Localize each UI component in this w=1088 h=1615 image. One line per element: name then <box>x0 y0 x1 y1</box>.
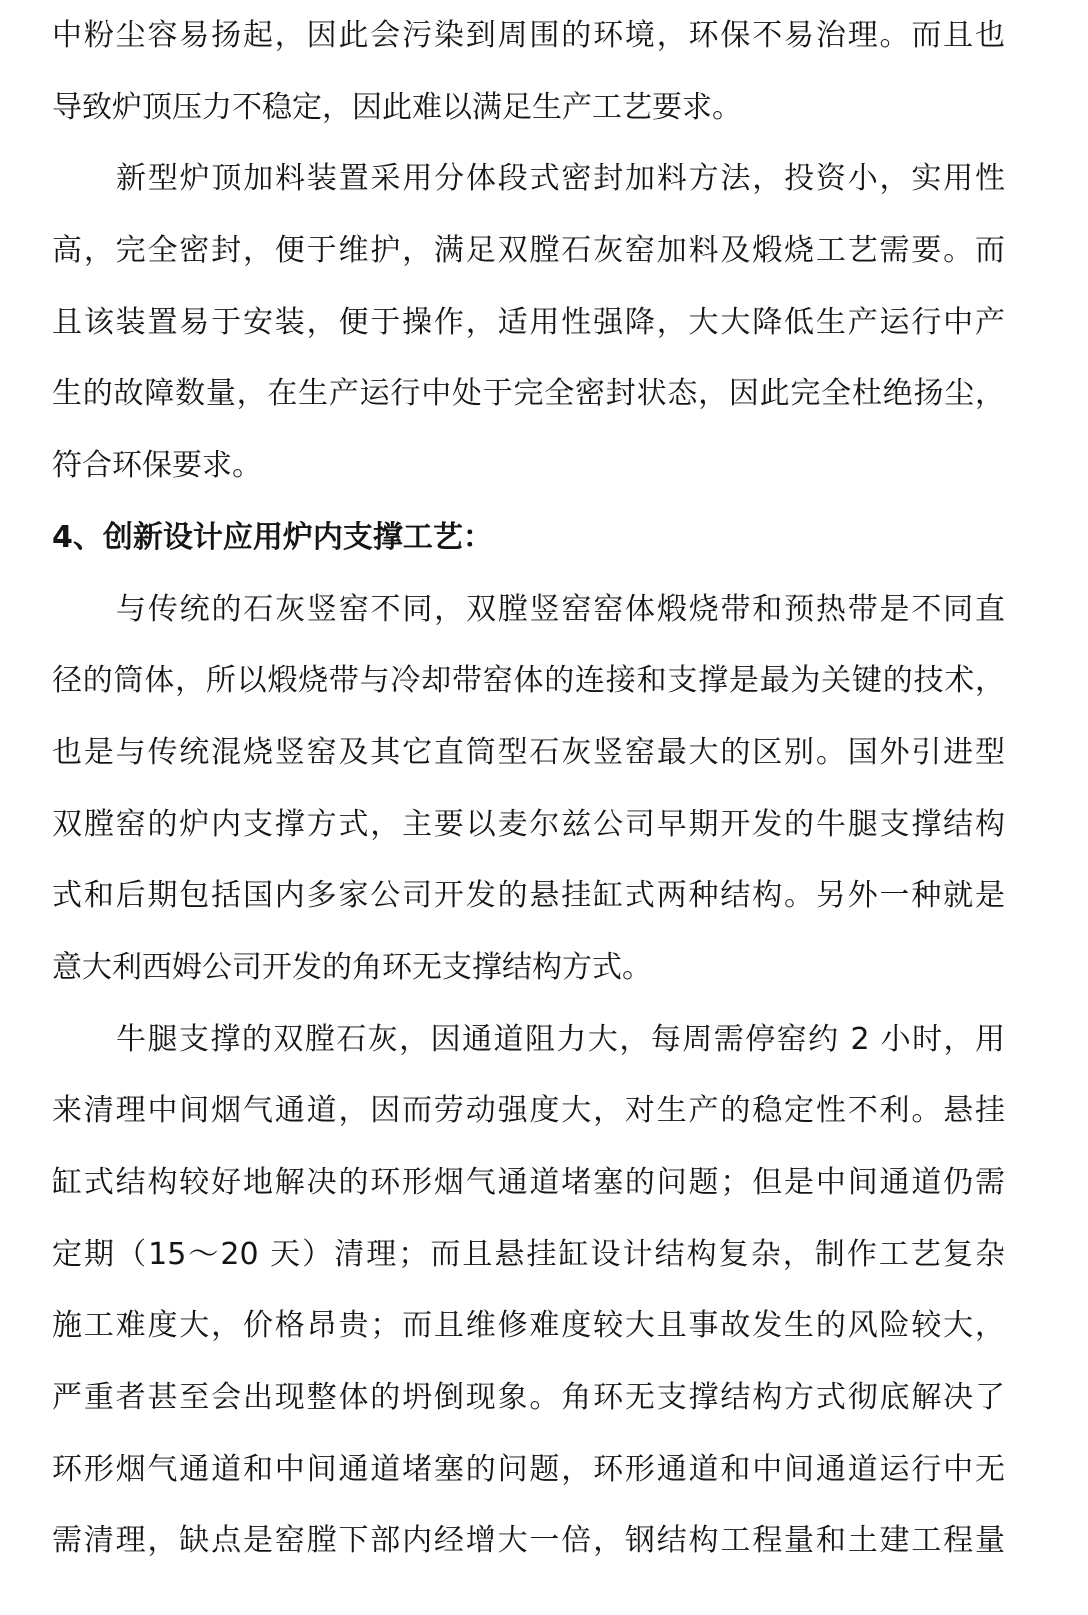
paragraph-line: 生的故障数量，在生产运行中处于完全密封状态，因此完全杜绝扬尘， <box>52 376 1005 412</box>
paragraph-line: 式和后期包括国内多家公司开发的悬挂缸式两种结构。另外一种就是 <box>52 878 1005 914</box>
paragraph-line: 环形烟气通道和中间通道堵塞的问题，环形通道和中间通道运行中无 <box>52 1451 1005 1487</box>
paragraph-line: 也是与传统混烧竖窑及其它直筒型石灰竖窑最大的区别。国外引进型 <box>52 734 1005 770</box>
paragraph-line: 导致炉顶压力不稳定，因此难以满足生产工艺要求。 <box>52 89 742 125</box>
paragraph-line: 缸式结构较好地解决的环形烟气通道堵塞的问题；但是中间通道仍需 <box>52 1165 1005 1200</box>
paragraph-line: 与传统的石灰竖窑不同，双膛竖窑窑体煅烧带和预热带是不同直 <box>116 591 1005 627</box>
paragraph-line: 符合环保要求。 <box>52 448 262 484</box>
paragraph-line: 定期（15～20 天）清理；而且悬挂缸设计结构复杂，制作工艺复杂 <box>52 1236 1005 1272</box>
paragraph-line: 径的筒体，所以煅烧带与冷却带窑体的连接和支撑是最为关键的技术， <box>52 663 1005 699</box>
paragraph-line: 意大利西姆公司开发的角环无支撑结构方式。 <box>52 949 652 985</box>
paragraph-line: 且该装置易于安装，便于操作，适用性强降，大大降低生产运行中产 <box>52 304 1005 340</box>
paragraph-line: 新型炉顶加料装置采用分体段式密封加料方法，投资小，实用性 <box>116 161 1005 197</box>
paragraph-line: 中粉尘容易扬起，因此会污染到周围的环境，环保不易治理。而且也 <box>52 18 1005 53</box>
section-heading: 4、创新设计应用炉内支撑工艺： <box>52 519 493 555</box>
paragraph-line: 需清理，缺点是窑膛下部内经增大一倍，钢结构工程量和土建工程量 <box>52 1523 1005 1559</box>
paragraph-line: 高，完全密封，便于维护，满足双膛石灰窑加料及煅烧工艺需要。而 <box>52 233 1005 269</box>
paragraph-line: 施工难度大，价格昂贵；而且维修难度较大且事故发生的风险较大， <box>52 1308 1005 1344</box>
paragraph-line: 来清理中间烟气通道，因而劳动强度大，对生产的稳定性不利。悬挂 <box>52 1093 1005 1129</box>
paragraph-line: 牛腿支撑的双膛石灰，因通道阻力大，每周需停窑约 2 小时，用 <box>116 1021 1005 1057</box>
paragraph-line: 严重者甚至会出现整体的坍倒现象。角环无支撑结构方式彻底解决了 <box>52 1380 1005 1416</box>
paragraph-line: 双膛窑的炉内支撑方式，主要以麦尔兹公司早期开发的牛腿支撑结构 <box>52 806 1005 842</box>
